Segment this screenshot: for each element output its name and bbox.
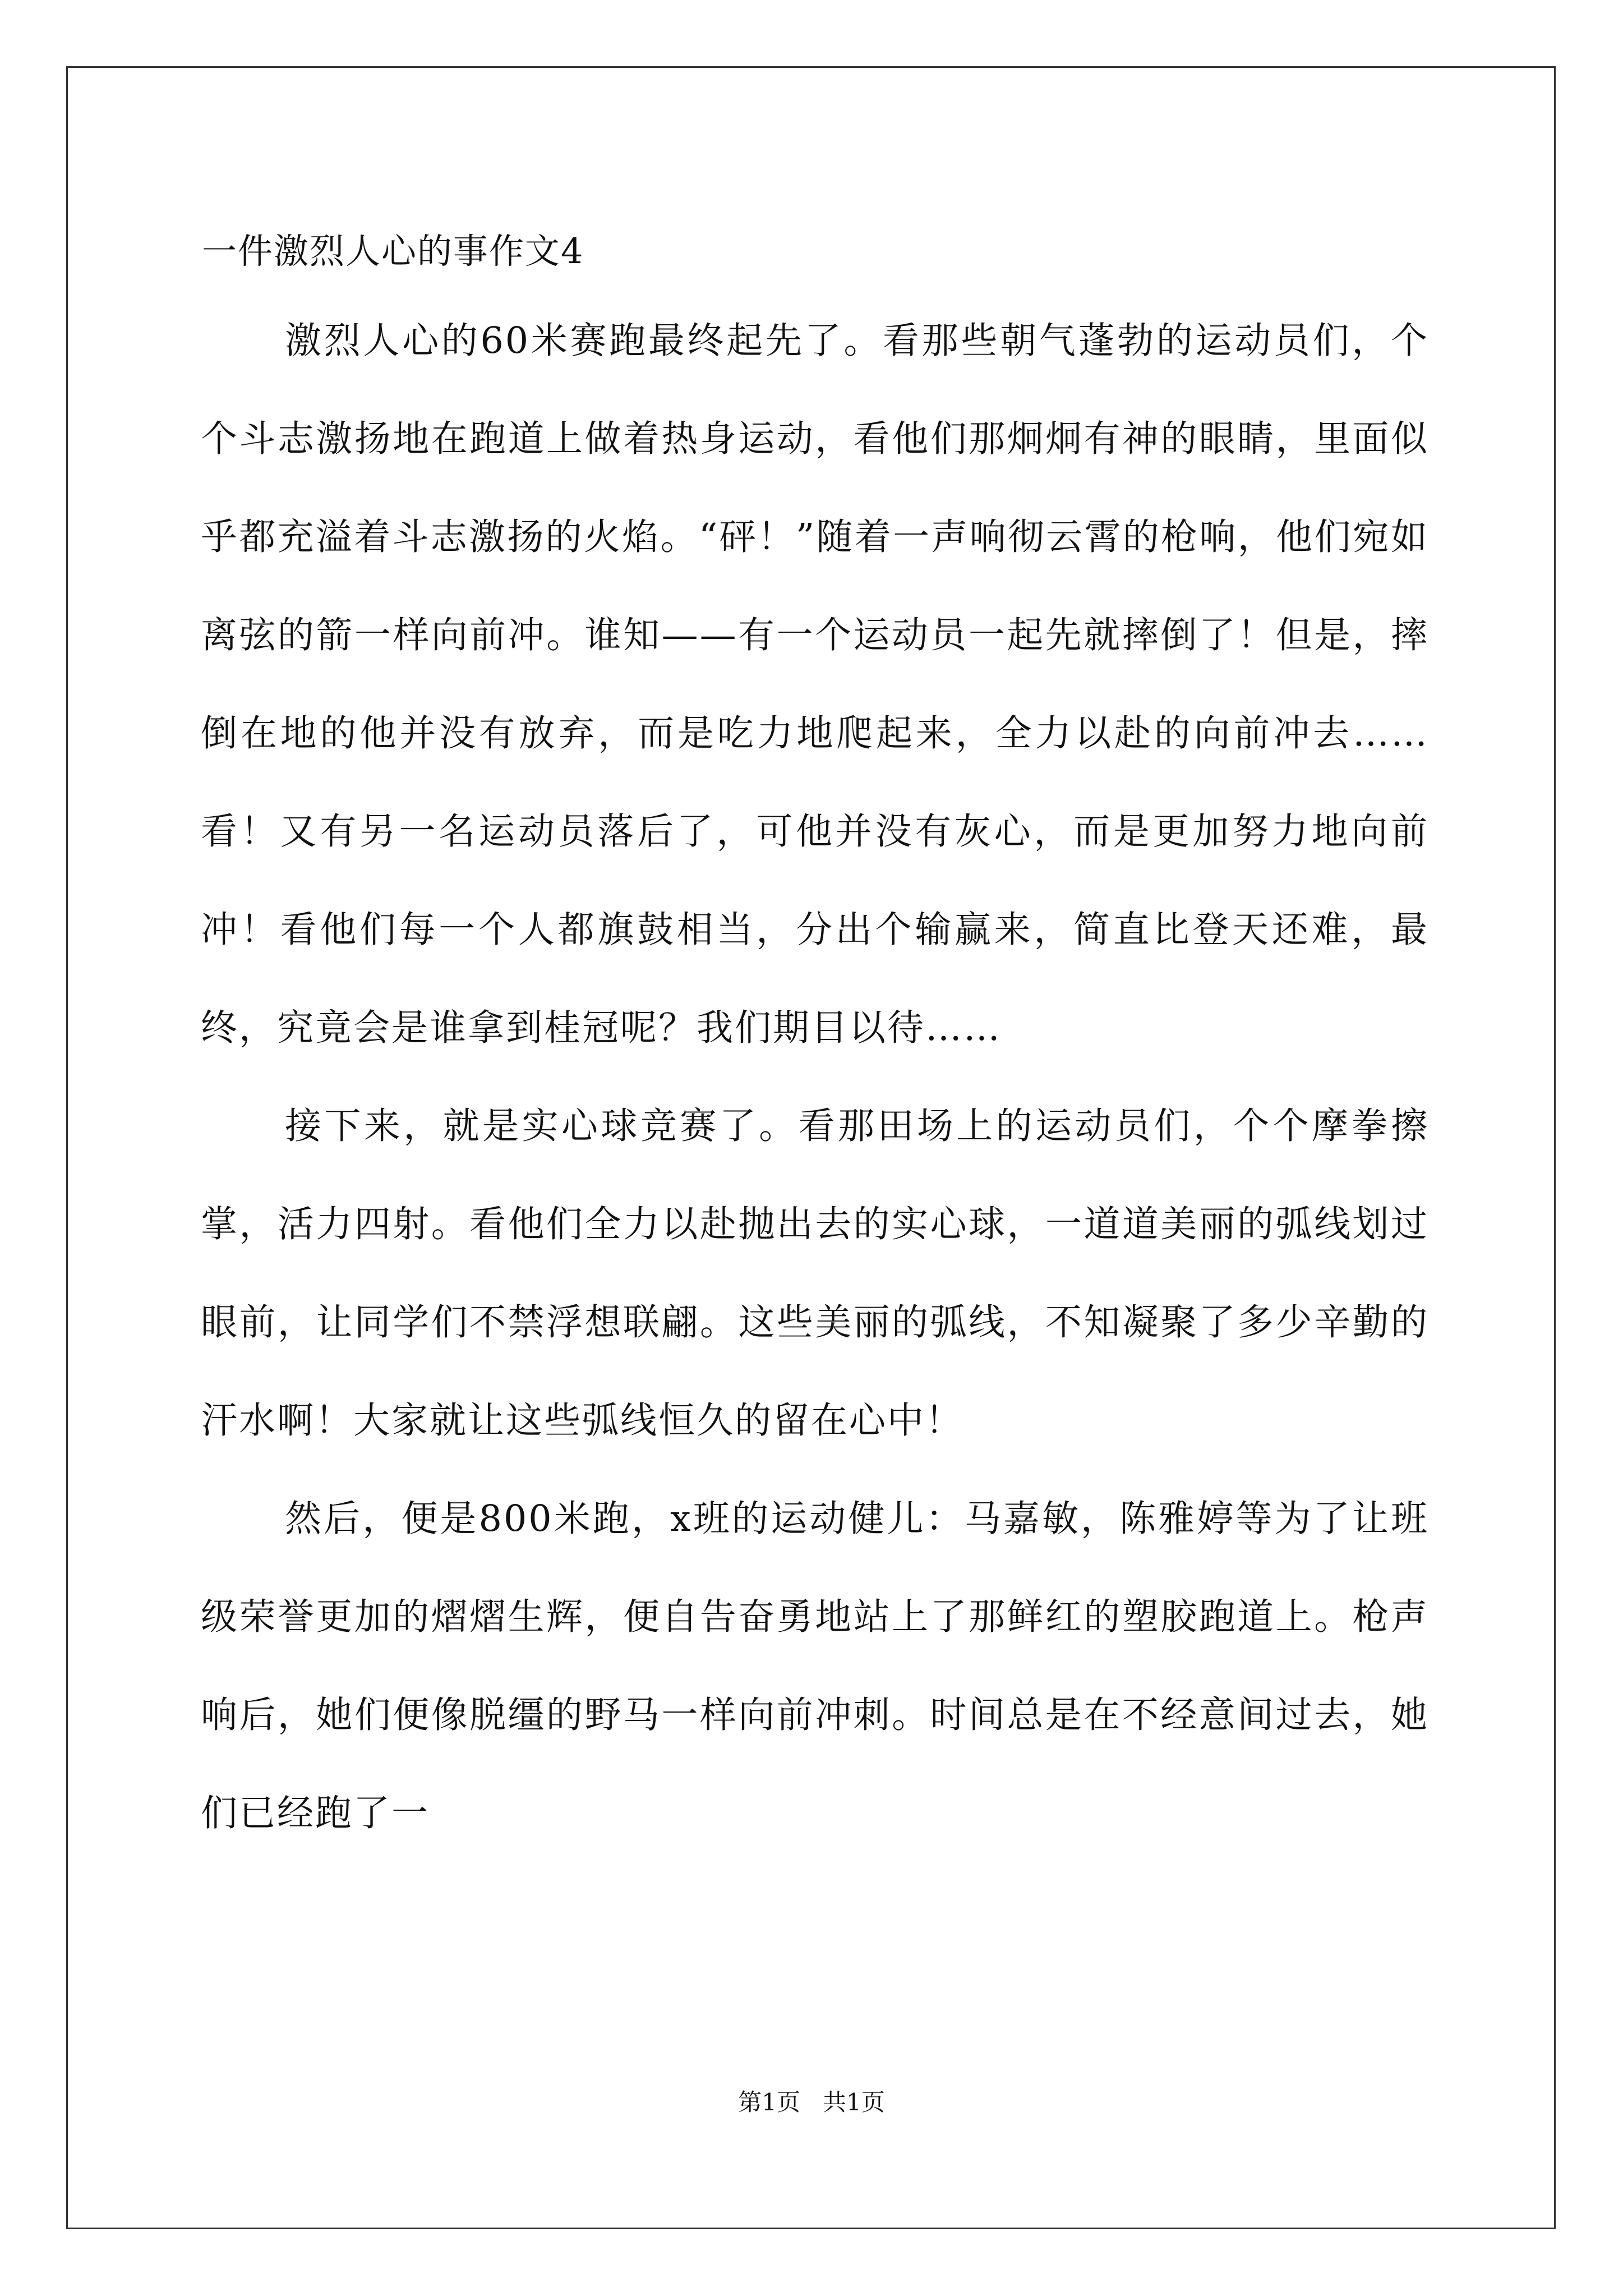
page-footer: 第1页 共1页 xyxy=(738,2088,885,2116)
document-title: 一件激烈人心的事作文4 xyxy=(202,231,584,272)
paragraph-60m-race: 激烈人心的60米赛跑最终起先了。看那些朝气蓬勃的运动员们，个个斗志激扬地在跑道上做着热身运动，看他们那炯炯有神的眼睛，里面似乎都充溢着斗志激扬的火焰。“砰！”随着一声响彻云霄的枪响，他们宛如离弦的箭一样向前冲。谁知——有一个运动员一起先就摔倒了！但是，摔倒在地的他并没有放弃，而是吃力地爬起来，全力以赴的向前冲去……看！又有另一名运动员落后了，可他并没有灰心，而是更加努力地向前冲！看他们每一个人都旗鼓相当，分出个输赢来，简直比登天还难，最终，究竟会是谁拿到桂冠呢？我们期目以待…… xyxy=(201,320,1429,1049)
paragraph-800m-race: 然后，便是800米跑，x班的运动健儿：马嘉敏，陈雅婷等为了让班级荣誉更加的熠熠生辉，便自告奋勇地站上了那鲜红的塑胶跑道上。枪声响后，她们便像脱缰的野马一样向前冲刺。时间总是在不经意间过去，她们已经跑了一 xyxy=(201,1498,1429,1834)
document-body xyxy=(201,292,1429,1862)
paragraph-shot-put: 接下来，就是实心球竞赛了。看那田场上的运动员们，个个摩拳擦掌，活力四射。看他们全力以赴抛出去的实心球，一道道美丽的弧线划过眼前，让同学们不禁浮想联翩。这些美丽的弧线，不知凝聚了多少辛勤的汗水啊！大家就让这些弧线恒久的留在心中！ xyxy=(201,1105,1429,1442)
